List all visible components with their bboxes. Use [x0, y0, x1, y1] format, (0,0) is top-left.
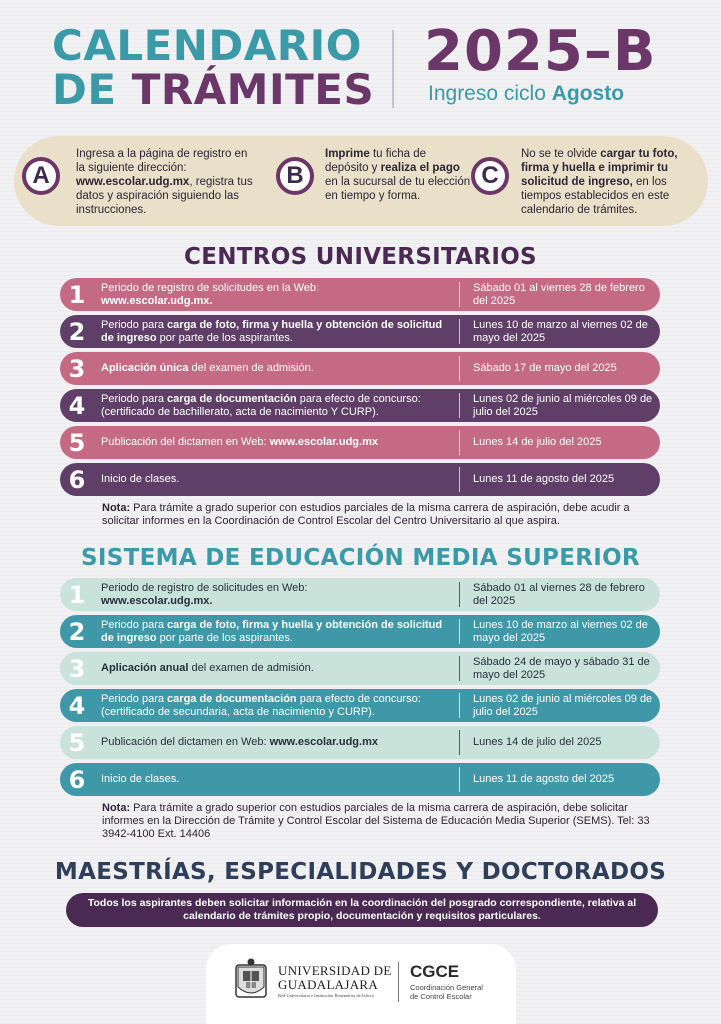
row-separator — [459, 393, 460, 418]
cgce-subtitle — [410, 984, 483, 1001]
ems-row-2 — [60, 615, 660, 648]
text: No se te olvide — [521, 148, 601, 160]
row-description — [101, 736, 456, 749]
posgrado-info-bar: Todos los aspirantes deben solicitar información en la coordinación del posgrado correspondiente, relativa al calendario de trámites propio, documentación y requisitos particulares. — [66, 893, 658, 927]
title-line1: CALENDARIO — [52, 21, 362, 70]
row-separator — [459, 356, 460, 381]
main-title — [52, 21, 375, 114]
row-description — [101, 693, 456, 718]
bold-text: carga de documentación — [167, 693, 297, 705]
row-separator — [459, 282, 460, 307]
row-date: Sábado 24 de mayo y sábado 31 de mayo del 2025 — [473, 656, 650, 681]
cgce-sub-line1: Coordinación General — [410, 983, 483, 992]
cu-row-1 — [60, 278, 660, 311]
text: , registra tus datos y aspiración siguiendo las instrucciones. — [76, 176, 253, 216]
cu-note — [102, 502, 662, 528]
cu-row-3 — [60, 352, 660, 385]
row-number: 5 — [68, 428, 86, 457]
steps-panel — [14, 136, 708, 226]
row-date: Lunes 10 de marzo al viernes 02 de mayo del 2025 — [473, 319, 648, 344]
footer-logos — [206, 944, 516, 1024]
title-line2 — [52, 65, 375, 114]
cu-note-label: Nota: — [102, 502, 131, 514]
row-separator — [459, 767, 460, 792]
bold-text: realiza el pago — [380, 162, 460, 174]
text: para efecto de concurso: (certificado de secundaria, acta de nacimiento y CURP). — [101, 693, 421, 718]
text: Periodo de registro de solicitudes en la Web: — [101, 282, 320, 294]
text: en la sucursal de tu elección en tiempo y forma. — [325, 176, 471, 202]
row-separator — [459, 582, 460, 607]
text: del examen de admisión. — [188, 662, 314, 675]
text: por parte de los aspirantes. — [156, 631, 293, 644]
text: Ingresa a la página de registro en la siguiente dirección: — [76, 148, 248, 174]
ems-row-3 — [60, 652, 660, 685]
row-number: 1 — [68, 580, 86, 609]
cu-note-text: Para trámite a grado superior con estudios parciales de la misma carrera de aspiración, debe acudir a solicitar informes en la Coordinación de Control Escolar del Centro Universitario al que aspira. — [102, 502, 630, 527]
text: Publicación del dictamen en Web: — [101, 736, 270, 749]
row-separator — [459, 619, 460, 644]
row-number: 2 — [68, 317, 86, 346]
text: por parte de los aspirantes. — [156, 331, 293, 344]
row-number: 3 — [68, 354, 86, 383]
row-number: 1 — [68, 280, 86, 309]
ems-section-title: SISTEMA DE EDUCACIÓN MEDIA SUPERIOR — [81, 545, 640, 571]
bold-text: www.escolar.udg.mx. — [101, 294, 213, 307]
cu-row-4 — [60, 389, 660, 422]
cu-row-2 — [60, 315, 660, 348]
row-description — [101, 319, 456, 344]
bold-text: www.escolar.udg.mx. — [101, 594, 213, 607]
bold-text: www.escolar.udg.mx — [269, 436, 378, 449]
ems-row-6 — [60, 763, 660, 796]
row-description — [101, 362, 456, 375]
udg-subtitle: Red Universitaria e Institución Benemérita de Jalisco — [278, 993, 374, 998]
row-number: 2 — [68, 617, 86, 646]
row-number: 4 — [68, 391, 86, 420]
row-separator — [459, 467, 460, 492]
cgce-sub-line2: de Control Escolar — [410, 991, 472, 1001]
text: Periodo para — [101, 319, 168, 331]
text: tu ficha de depósito y — [325, 148, 427, 174]
row-description — [101, 773, 456, 786]
text: para efecto de concurso: (certificado de bachillerato, acta de nacimiento Y CURP). — [101, 393, 421, 418]
udg-name — [278, 964, 392, 992]
footer-divider — [398, 962, 399, 1002]
bold-text: carga de foto, firma y huella y obtención de solicitud de ingreso — [101, 619, 443, 644]
text: Periodo para — [101, 619, 168, 631]
row-separator — [459, 693, 460, 718]
row-number: 4 — [68, 691, 86, 720]
row-description — [101, 393, 456, 418]
row-date: Lunes 11 de agosto del 2025 — [473, 473, 615, 486]
step-b-text — [325, 147, 471, 203]
row-description — [101, 282, 456, 307]
ingreso-label — [428, 82, 624, 106]
row-number: 6 — [68, 465, 86, 494]
ems-note-text: Para trámite a grado superior con estudios parciales de la misma carrera de aspiración, debe solicitar informes en la Dirección de Trámite y Control Escolar del Sistema de Educación Media Superior (SEMS). Tel: 33 3942-4100 Ext. 14406 — [102, 802, 650, 840]
ems-note-label: Nota: — [102, 802, 131, 814]
udg-crest-icon — [234, 957, 268, 1003]
row-date: Sábado 01 al viernes 28 de febrero del 2025 — [473, 282, 645, 307]
udg-line2: GUADALAJARA — [278, 977, 379, 992]
text: Periodo para — [101, 693, 168, 705]
row-date: Sábado 17 de mayo del 2025 — [473, 362, 617, 375]
posgrado-title: MAESTRÍAS, ESPECIALIDADES Y DOCTORADOS — [54, 859, 667, 885]
row-description — [101, 662, 456, 675]
row-separator — [459, 319, 460, 344]
cu-row-5 — [60, 426, 660, 459]
row-date: Lunes 11 de agosto del 2025 — [473, 773, 615, 786]
cu-section-title: CENTROS UNIVERSITARIOS — [184, 244, 537, 270]
row-number: 5 — [68, 728, 86, 757]
step-c-badge: C — [471, 157, 509, 195]
text: Inicio de clases. — [101, 473, 180, 486]
row-date: Lunes 02 de junio al miércoles 09 de julio del 2025 — [473, 693, 653, 718]
bold-text: Imprime — [325, 148, 370, 160]
row-description — [101, 582, 456, 607]
row-number: 6 — [68, 765, 86, 794]
row-date: Lunes 14 de julio del 2025 — [473, 436, 602, 449]
bold-text: carga de foto, firma y huella y obtención de solicitud de ingreso — [101, 319, 443, 344]
row-date: Lunes 14 de julio del 2025 — [473, 736, 602, 749]
ems-note — [102, 802, 662, 841]
row-date: Lunes 10 de marzo al viernes 02 de mayo del 2025 — [473, 619, 648, 644]
header-divider — [392, 30, 394, 108]
step-c-text — [521, 147, 701, 217]
ems-row-4 — [60, 689, 660, 722]
bold-text: www.escolar.udg.mx — [269, 736, 378, 749]
ingreso-month: Agosto — [551, 82, 625, 105]
row-separator — [459, 730, 460, 755]
header — [0, 19, 721, 122]
row-description — [101, 436, 456, 449]
bold-text: Aplicación anual — [101, 662, 189, 675]
row-number: 3 — [68, 654, 86, 683]
row-description — [101, 473, 456, 486]
udg-line1: UNIVERSIDAD DE — [278, 963, 392, 978]
row-description — [101, 619, 456, 644]
row-separator — [459, 656, 460, 681]
text: del examen de admisión. — [188, 362, 314, 375]
row-separator — [459, 430, 460, 455]
text: en los tiempos establecidos en este calendario de trámites. — [521, 176, 670, 216]
cgce-logo: CGCE — [410, 962, 460, 981]
step-a-text — [76, 147, 258, 217]
ems-row-5 — [60, 726, 660, 759]
title-tramites: TRÁMITES — [131, 65, 375, 114]
cu-row-6 — [60, 463, 660, 496]
bold-text: www.escolar.udg.mx — [76, 176, 190, 188]
text: Publicación del dictamen en Web: — [101, 436, 270, 449]
step-b-badge: B — [276, 157, 314, 195]
ingreso-prefix: Ingreso ciclo — [428, 82, 546, 105]
text: Periodo de registro de solicitudes en Web: — [101, 582, 308, 594]
bold-text: Aplicación única — [101, 362, 189, 375]
text: Inicio de clases. — [101, 773, 180, 786]
year-label: 2025–B — [424, 19, 657, 84]
row-date: Sábado 01 al viernes 28 de febrero del 2025 — [473, 582, 645, 607]
title-de: DE — [52, 65, 117, 114]
step-a-badge: A — [22, 157, 60, 195]
ems-row-1 — [60, 578, 660, 611]
bold-text: cargar tu foto, firma y huella e imprimir tu solicitud de ingreso, — [521, 148, 678, 188]
text: Periodo para — [101, 393, 168, 405]
bold-text: carga de documentación — [167, 393, 297, 405]
row-date: Lunes 02 de junio al miércoles 09 de julio del 2025 — [473, 393, 653, 418]
